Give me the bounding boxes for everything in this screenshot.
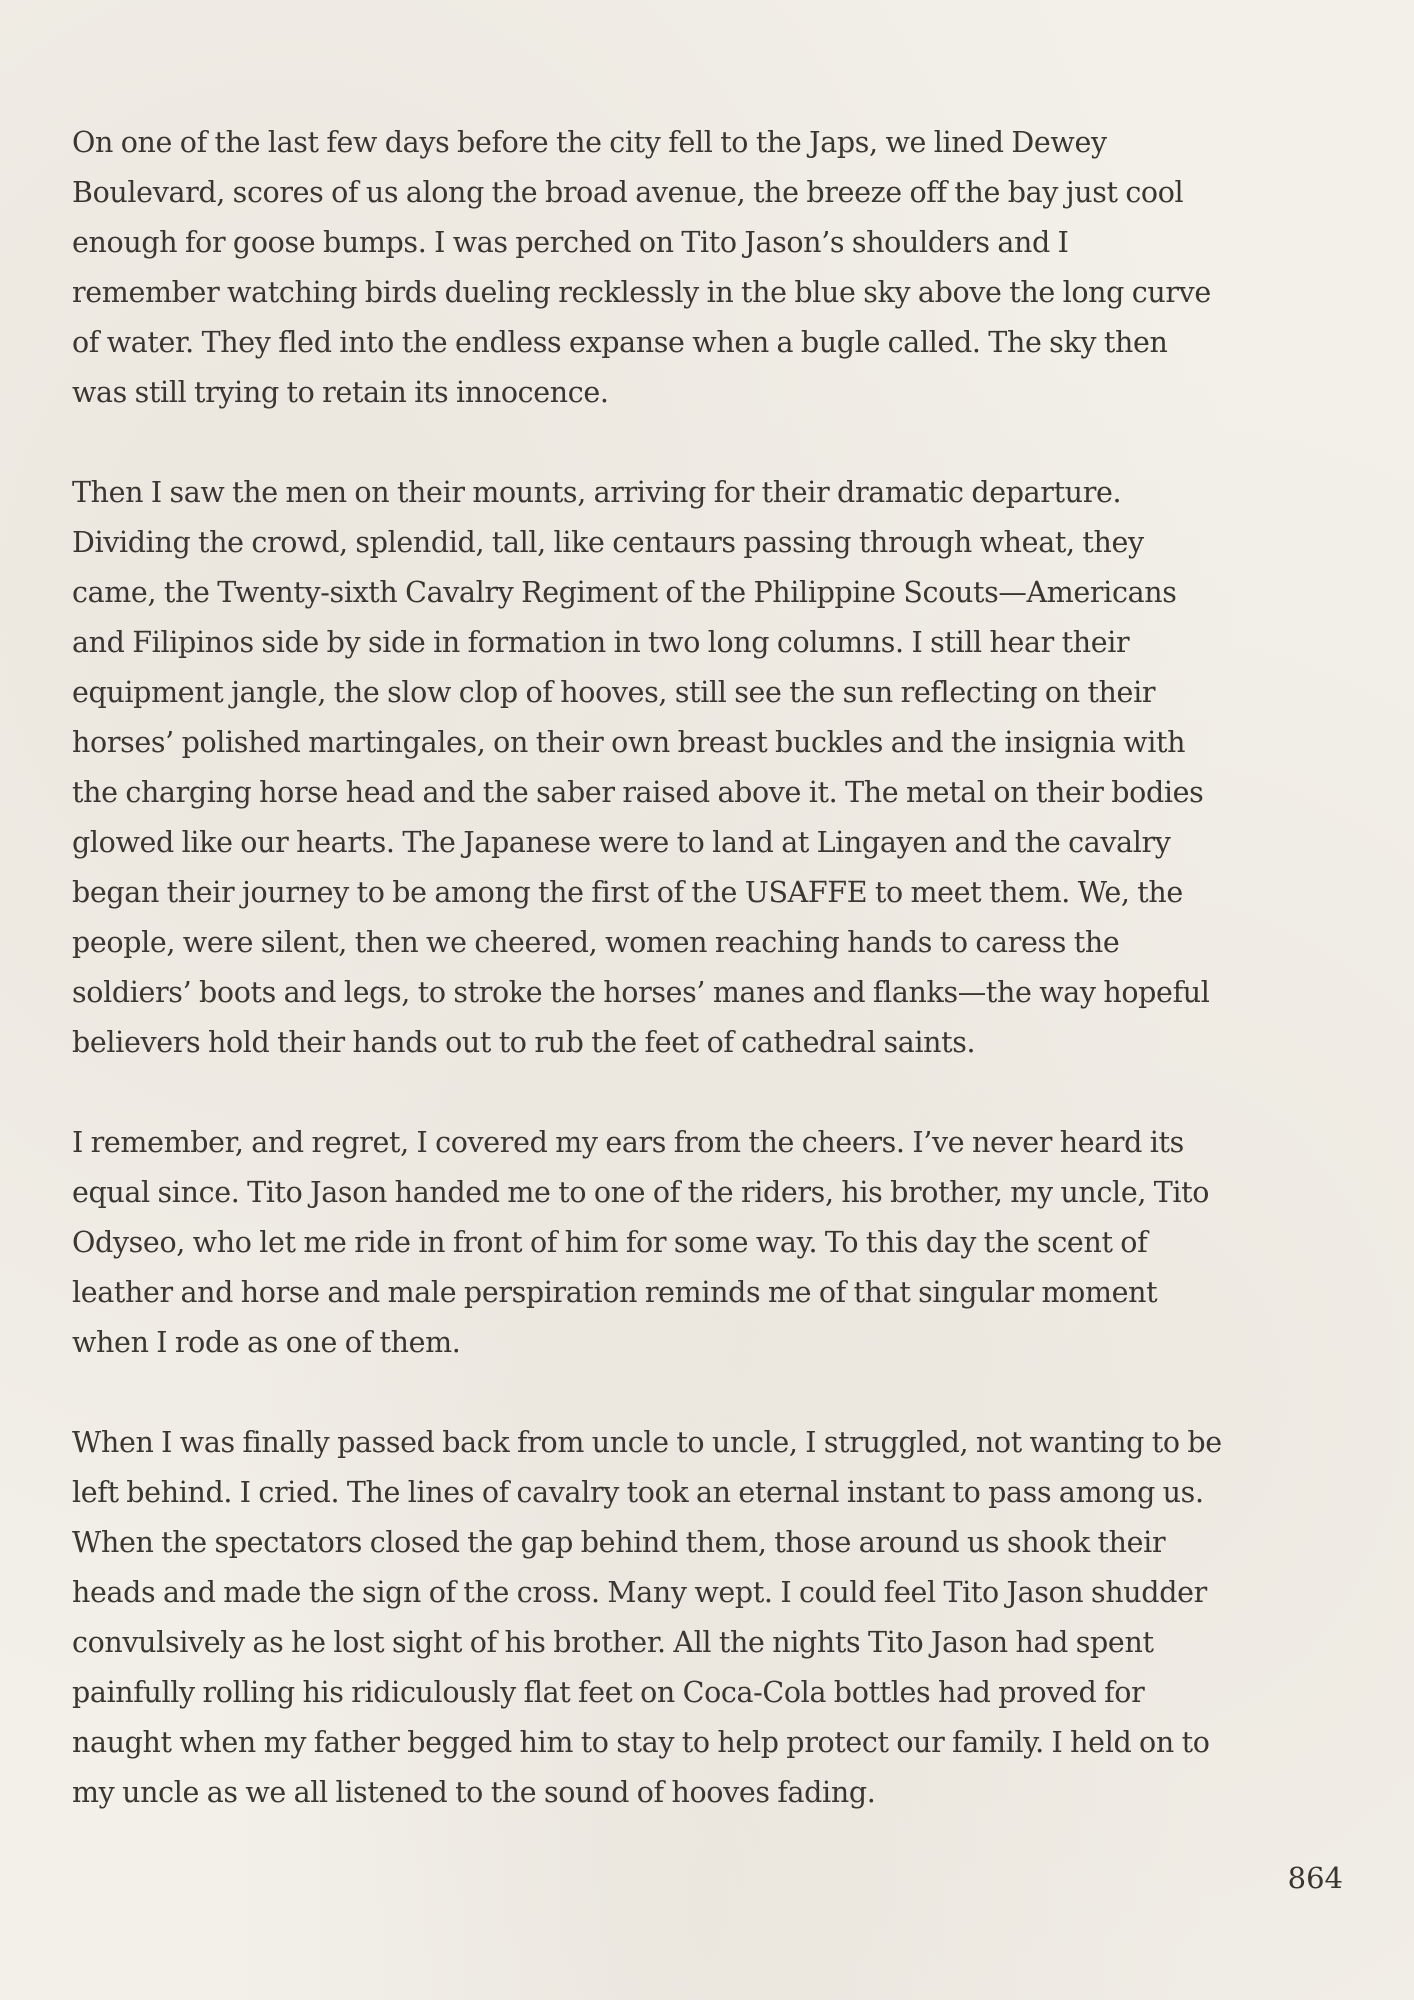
text-line: horses’ polished martingales, on their own breast buckles and the insignia with: [72, 726, 1186, 759]
text-line: painfully rolling his ridiculously flat feet on Coca-Cola bottles had proved for: [72, 1676, 1145, 1709]
text-line: of water. They fled into the endless expanse when a bugle called. The sky then: [72, 326, 1168, 359]
text-line: I remember, and regret, I covered my ears from the cheers. I’ve never heard its: [72, 1126, 1184, 1159]
text-line: Then I saw the men on their mounts, arriving for their dramatic departure.: [72, 476, 1122, 509]
text-line: When I was finally passed back from uncle to uncle, I struggled, not wanting to be: [72, 1426, 1222, 1459]
page-number: 864: [1287, 1861, 1343, 1895]
text-line: When the spectators closed the gap behind them, those around us shook their: [72, 1526, 1166, 1559]
text-line: glowed like our hearts. The Japanese were to land at Lingayen and the cavalry: [72, 826, 1171, 859]
paragraph-4: [72, 1418, 1350, 1818]
text-line: the charging horse head and the saber raised above it. The metal on their bodies: [72, 776, 1204, 809]
text-line: began their journey to be among the first of the USAFFE to meet them. We, the: [72, 876, 1183, 909]
text-line: my uncle as we all listened to the sound of hooves fading.: [72, 1776, 876, 1809]
text-line: convulsively as he lost sight of his brother. All the nights Tito Jason had spent: [72, 1626, 1154, 1659]
text-line: Odyseo, who let me ride in front of him for some way. To this day the scent of: [72, 1226, 1148, 1259]
text-line: left behind. I cried. The lines of cavalry took an eternal instant to pass among us.: [72, 1476, 1204, 1509]
text-line: believers hold their hands out to rub the feet of cathedral saints.: [72, 1026, 976, 1059]
text-line: enough for goose bumps. I was perched on Tito Jason’s shoulders and I: [72, 226, 1069, 259]
text-line: On one of the last few days before the city fell to the Japs, we lined Dewey: [72, 126, 1107, 159]
text-line: leather and horse and male perspiration reminds me of that singular moment: [72, 1276, 1158, 1309]
page-body: [72, 118, 1350, 1868]
text-line: soldiers’ boots and legs, to stroke the horses’ manes and flanks—the way hopeful: [72, 976, 1210, 1009]
text-line: Boulevard, scores of us along the broad avenue, the breeze off the bay just cool: [72, 176, 1184, 209]
text-line: Dividing the crowd, splendid, tall, like centaurs passing through wheat, they: [72, 526, 1144, 559]
text-line: equal since. Tito Jason handed me to one of the riders, his brother, my uncle, Tito: [72, 1176, 1210, 1209]
paragraph-3: [72, 1118, 1350, 1368]
text-line: heads and made the sign of the cross. Many wept. I could feel Tito Jason shudder: [72, 1576, 1207, 1609]
paragraph-2: [72, 468, 1350, 1068]
text-line: equipment jangle, the slow clop of hooves, still see the sun reflecting on their: [72, 676, 1156, 709]
text-line: and Filipinos side by side in formation in two long columns. I still hear their: [72, 626, 1130, 659]
text-line: came, the Twenty-sixth Cavalry Regiment of the Philippine Scouts—Americans: [72, 576, 1177, 609]
text-line: was still trying to retain its innocence.: [72, 376, 609, 409]
text-line: people, were silent, then we cheered, women reaching hands to caress the: [72, 926, 1120, 959]
text-line: naught when my father begged him to stay to help protect our family. I held on to: [72, 1726, 1210, 1759]
text-line: when I rode as one of them.: [72, 1326, 461, 1359]
paragraph-1: [72, 118, 1350, 418]
text-line: remember watching birds dueling recklessly in the blue sky above the long curve: [72, 276, 1211, 309]
